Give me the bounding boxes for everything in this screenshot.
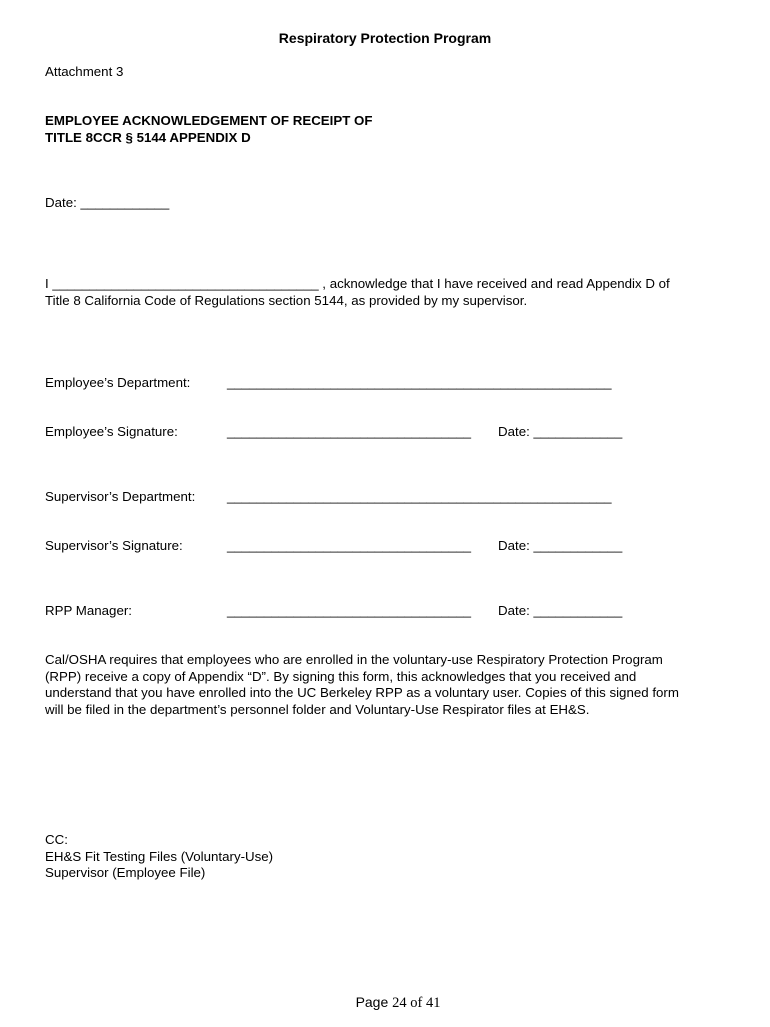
- acknowledgement-line-1: I ____________________________________ , acknowledge that I have received and read Appendix D of: [45, 276, 670, 291]
- rpp-manager-label: RPP Manager:: [45, 603, 132, 618]
- form-heading-line-2: TITLE 8CCR § 5144 APPENDIX D: [45, 130, 251, 145]
- notice-line-3: understand that you have enrolled into the UC Berkeley RPP as a voluntary user. Copies of this signed form: [45, 685, 679, 700]
- supervisor-department-label: Supervisor’s Department:: [45, 489, 196, 504]
- cc-item-supervisor: Supervisor (Employee File): [45, 865, 206, 880]
- page-count: 24 of 41: [392, 995, 441, 1011]
- acknowledgement-line-2: Title 8 California Code of Regulations section 5144, as provided by my supervisor.: [45, 293, 528, 308]
- page-number: [340, 978, 441, 1027]
- employee-signature-blank: _________________________________: [227, 424, 472, 439]
- date-field: Date: ____________: [45, 195, 170, 210]
- notice-line-4: will be filed in the department’s personnel folder and Voluntary-Use Respirator files at EH&S.: [45, 702, 590, 717]
- employee-signature-label: Employee’s Signature:: [45, 424, 178, 439]
- supervisor-signature-label: Supervisor’s Signature:: [45, 538, 183, 553]
- cc-item-fit-testing: EH&S Fit Testing Files (Voluntary-Use): [45, 849, 274, 864]
- attachment-label: Attachment 3: [45, 64, 124, 79]
- form-heading-line-1: EMPLOYEE ACKNOWLEDGEMENT OF RECEIPT OF: [45, 113, 373, 128]
- rpp-manager-blank: _________________________________: [227, 603, 472, 618]
- employee-department-label: Employee’s Department:: [45, 375, 191, 390]
- page-prefix: Page: [355, 994, 393, 1010]
- document-title: Respiratory Protection Program: [278, 30, 492, 46]
- cc-label: CC:: [45, 832, 68, 847]
- supervisor-department-blank: ____________________________________________________: [227, 489, 612, 504]
- employee-signature-date: Date: ____________: [498, 424, 623, 439]
- notice-line-2: (RPP) receive a copy of Appendix “D”. By signing this form, this acknowledges that you received and: [45, 669, 637, 684]
- supervisor-signature-date: Date: ____________: [498, 538, 623, 553]
- employee-department-blank: ____________________________________________________: [227, 375, 612, 390]
- supervisor-signature-blank: _________________________________: [227, 538, 472, 553]
- rpp-manager-date: Date: ____________: [498, 603, 623, 618]
- notice-line-1: Cal/OSHA requires that employees who are enrolled in the voluntary-use Respiratory Protection Program: [45, 652, 663, 667]
